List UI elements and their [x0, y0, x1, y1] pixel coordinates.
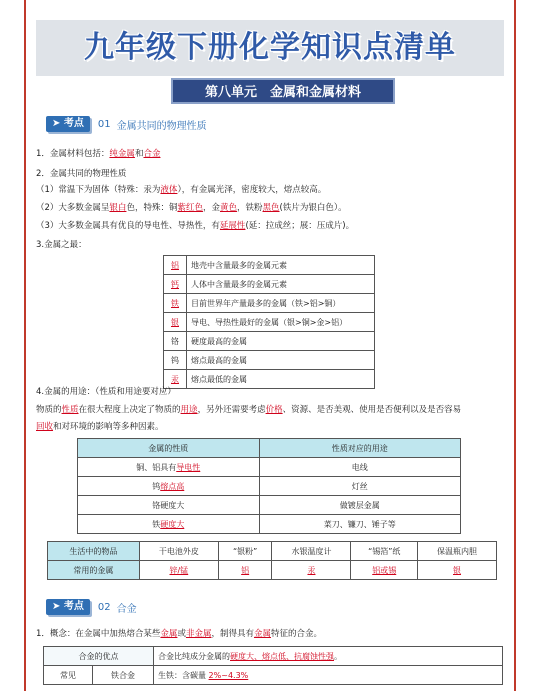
metal-record-row [164, 256, 375, 275]
alloy-common: 常见 [44, 666, 93, 685]
row-header-metals: 常用的金属 [48, 561, 140, 580]
alloy-header: 合金的优点 [44, 647, 154, 666]
alloy-iron: 铁合金 [93, 666, 154, 685]
properties-uses-table [77, 438, 461, 534]
section-header-1 [46, 114, 207, 134]
right-margin-line [514, 0, 516, 691]
page-title: 九年级下册化学知识点清单 [84, 30, 456, 65]
para-2: 2．金属共同的物理性质 [36, 169, 127, 179]
daily-metal: 铝 [218, 561, 272, 580]
section-title: 金属共同的物理性质 [116, 120, 207, 132]
metal-record: 目前世界年产量最多的金属（铁>铝>铜） [187, 294, 375, 313]
daily-item: 干电池外皮 [139, 542, 218, 561]
metal-name: 银 [164, 313, 187, 332]
metal-record-row [164, 332, 375, 351]
row-header-items: 生活中的物品 [48, 542, 140, 561]
metal-record: 硬度最高的金属 [187, 332, 375, 351]
property-row [78, 458, 461, 477]
unit-heading: 第八单元 金属和金属材料 [171, 78, 395, 104]
daily-metal: 铝或锡 [351, 561, 418, 580]
title-banner [36, 20, 504, 76]
para-2a: （1）常温下为固体（特殊：汞为液体），有金属光泽，密度较大，熔点较高。 [36, 185, 327, 195]
metal-record-row [164, 313, 375, 332]
para-4: 4.金属的用途：（性质和用途要对应） [36, 387, 176, 397]
alloy-desc: 合金比纯成分金属的硬度大、熔点低、抗腐蚀性强。 [154, 647, 503, 666]
property-cell: 铬硬度大 [78, 496, 260, 515]
col-header-use: 性质对应的用途 [259, 439, 460, 458]
para-2c: （3）大多数金属具有优良的导电性、导热性，有延展性(延：拉成丝；展：压成片)。 [36, 221, 355, 231]
para-3: 3.金属之最： [36, 240, 87, 250]
para-5: 1．概念：在金属中加热熔合某些金属或非金属，制得具有金属特征的合金。 [36, 629, 323, 639]
property-cell: 钨熔点高 [78, 477, 260, 496]
metal-record: 熔点最高的金属 [187, 351, 375, 370]
metal-name: 钨 [164, 351, 187, 370]
property-cell: 铁硬度大 [78, 515, 260, 534]
daily-metal: 锌/锰 [139, 561, 218, 580]
section-number: 02 [97, 601, 111, 613]
daily-item: 保温瓶内胆 [418, 542, 497, 561]
metal-name: 汞 [164, 370, 187, 389]
use-cell: 灯丝 [259, 477, 460, 496]
metal-name: 钙 [164, 275, 187, 294]
section-number: 01 [97, 118, 111, 130]
metal-record: 导电、导热性最好的金属（银>铜>金>铝） [187, 313, 375, 332]
metal-name: 铬 [164, 332, 187, 351]
alloy-table [43, 646, 503, 685]
metal-name: 铁 [164, 294, 187, 313]
metal-records-table [163, 255, 375, 389]
use-cell: 电线 [259, 458, 460, 477]
daily-metals-table [47, 541, 497, 580]
metal-record: 地壳中含量最多的金属元素 [187, 256, 375, 275]
property-row [78, 515, 461, 534]
para-2b: （2）大多数金属呈银白色，特殊：铜紫红色，金黄色，铁粉黑色(铁片为银白色）。 [36, 203, 347, 213]
metal-record-row [164, 351, 375, 370]
document-page [26, 0, 514, 691]
daily-item: “银粉” [218, 542, 272, 561]
daily-item: 水银温度计 [272, 542, 351, 561]
section-header-2 [46, 597, 137, 617]
para-1: 1．金属材料包括：纯金属和合金 [36, 149, 161, 159]
property-row [78, 496, 461, 515]
para-4b: 回收和对环境的影响等多种因素。 [36, 422, 164, 432]
para-4a: 物质的性质在很大程度上决定了物质的用途，另外还需要考虑价格、资源、是否美观、使用是否便利以及是否容易 [36, 405, 462, 415]
metal-record: 人体中含量最多的金属元素 [187, 275, 375, 294]
daily-item: “锡箔”纸 [351, 542, 418, 561]
daily-metal: 银 [418, 561, 497, 580]
metal-record-row [164, 275, 375, 294]
section-tag: ➤ 考点 [46, 599, 90, 615]
property-cell: 铜、铝具有导电性 [78, 458, 260, 477]
col-header-property: 金属的性质 [78, 439, 260, 458]
section-tag: ➤ 考点 [46, 116, 90, 132]
use-cell: 菜刀、镰刀、锤子等 [259, 515, 460, 534]
use-cell: 做镀层金属 [259, 496, 460, 515]
metal-record: 熔点最低的金属 [187, 370, 375, 389]
alloy-pig-iron: 生铁：含碳量 2%~4.3% [154, 666, 503, 685]
daily-metal: 汞 [272, 561, 351, 580]
metal-record-row [164, 294, 375, 313]
section-title: 合金 [116, 603, 137, 615]
metal-record-row [164, 370, 375, 389]
property-row [78, 477, 461, 496]
metal-name: 铝 [164, 256, 187, 275]
